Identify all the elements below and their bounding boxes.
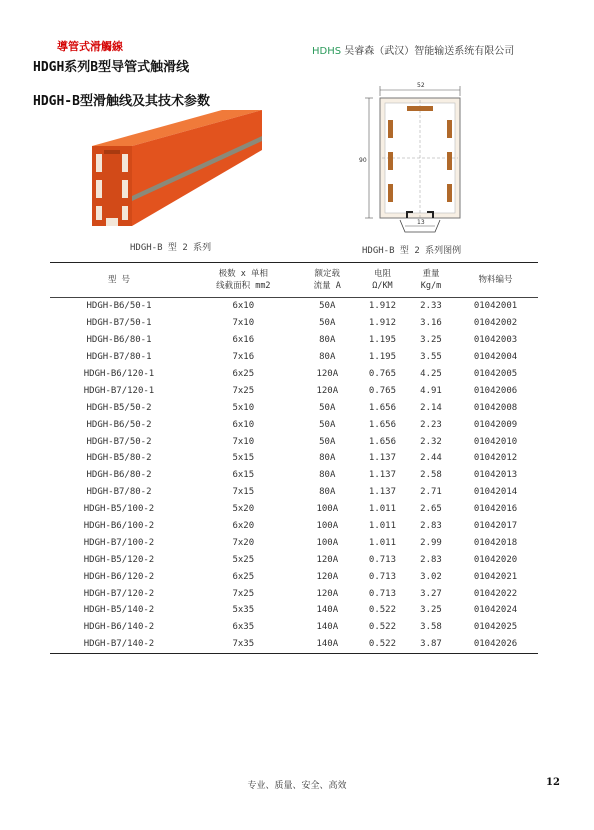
table-cell: 2.23 <box>420 419 442 430</box>
table-cell: 1.011 <box>368 504 396 515</box>
table-row <box>50 568 538 585</box>
table-cell: 1.011 <box>368 521 396 532</box>
table-cell: 6x15 <box>232 470 255 481</box>
table-cell: 1.656 <box>368 436 396 447</box>
table-row <box>50 551 538 568</box>
table-row <box>50 399 538 416</box>
table-cell: 2.71 <box>420 487 442 498</box>
page-number: 12 <box>546 777 560 788</box>
table-cell: 01042018 <box>473 537 518 548</box>
table-cell: 01042006 <box>473 385 518 396</box>
table-cell: 6x35 <box>232 622 255 633</box>
table-cell: 7x15 <box>232 487 255 498</box>
table-cell: 4.25 <box>420 369 442 379</box>
table-row <box>50 534 538 551</box>
table-row <box>50 501 538 518</box>
table-cell: 80A <box>319 335 336 346</box>
table-cell: 0.522 <box>356 636 409 653</box>
table-row <box>50 416 538 433</box>
table-cell: 01042022 <box>473 588 518 599</box>
column-header <box>188 263 299 298</box>
table-cell: 3.58 <box>420 622 442 633</box>
table-cell: HDGH-B5/100-2 <box>83 504 155 515</box>
table-cell: 6x20 <box>232 521 255 532</box>
table-cell: 01042005 <box>473 369 518 379</box>
table-cell: HDGH-B6/120-1 <box>83 369 155 379</box>
table-row <box>50 450 538 467</box>
table-cell: 0.522 <box>368 622 396 633</box>
table-cell: 7x25 <box>232 588 255 599</box>
table-cell: 120A <box>316 588 339 599</box>
table-cell: 5x10 <box>232 402 255 413</box>
table-cell: 140A <box>316 622 339 633</box>
column-header <box>50 263 188 298</box>
table-cell: 3.25 <box>420 335 442 346</box>
column-header-line2: Ω/KM <box>372 281 393 291</box>
table-cell: 50A <box>319 436 336 447</box>
column-header-line1: 物料编号 <box>478 275 513 285</box>
table-cell: HDGH-B7/120-1 <box>83 385 155 396</box>
table-cell: HDGH-B7/80-2 <box>86 487 152 498</box>
table-cell: 01042001 <box>473 301 518 312</box>
table-cell: 80A <box>319 352 336 363</box>
table-cell: 01042009 <box>473 419 518 430</box>
table-cell: 100A <box>316 537 339 548</box>
table-cell: 100A <box>316 504 339 515</box>
table-cell: 0.713 <box>368 554 396 565</box>
column-header-line1: 重量 <box>422 269 440 279</box>
table-cell: HDGH-B7/140-2 <box>50 636 188 653</box>
table-cell: HDGH-B6/80-1 <box>86 335 152 346</box>
table-cell: HDGH-B6/80-2 <box>86 470 152 481</box>
column-header-line1: 电阻 <box>373 269 391 279</box>
table-cell: 01042008 <box>473 402 518 413</box>
table-cell: HDGH-B7/50-1 <box>86 318 152 329</box>
table-cell: 1.912 <box>368 301 396 312</box>
table-cell: HDGH-B6/50-1 <box>86 301 152 312</box>
table-cell: 01042004 <box>473 352 518 363</box>
table-cell: 01042024 <box>473 605 518 616</box>
table-cell: HDGH-B6/120-2 <box>83 571 155 582</box>
table-cell: 120A <box>316 571 339 582</box>
table-cell: 2.99 <box>420 537 442 548</box>
table-row <box>50 636 538 653</box>
table-cell: 140A <box>316 605 339 616</box>
table-cell: 80A <box>319 470 336 481</box>
table-cell: 7x20 <box>232 537 255 548</box>
table-cell: 01042025 <box>473 622 518 633</box>
table-cell: 6x10 <box>232 301 255 312</box>
dim-height-label: 90 <box>359 157 367 164</box>
table-cell: HDGH-B7/120-2 <box>83 588 155 599</box>
table-cell: 01042014 <box>473 487 518 498</box>
brand-logo-text: 導管式滑觸線 <box>57 40 123 53</box>
table-cell: 3.27 <box>420 588 442 599</box>
table-cell: 01042016 <box>473 504 518 515</box>
table-cell: 1.195 <box>368 335 396 346</box>
table-cell: 7x25 <box>232 385 255 396</box>
table-row <box>50 315 538 332</box>
table-cell: HDGH-B7/50-2 <box>86 436 152 447</box>
table-cell: 1.137 <box>368 487 396 498</box>
table-cell: HDGH-B5/140-2 <box>83 605 155 616</box>
table-cell: 01042020 <box>473 554 518 565</box>
table-cell: 4.91 <box>420 385 442 396</box>
table-cell: 120A <box>316 369 339 379</box>
table-cell: 2.83 <box>420 554 442 565</box>
table-cell: 0.713 <box>368 588 396 599</box>
table-row <box>50 619 538 636</box>
table-cell: 01042017 <box>473 521 518 532</box>
table-cell: 01042013 <box>473 470 518 481</box>
table-header-row <box>50 263 538 298</box>
table-cell: 1.656 <box>368 419 396 430</box>
table-cell: 6x25 <box>232 571 255 582</box>
table-cell: 01042012 <box>473 453 518 464</box>
table-cell: 1.137 <box>368 453 396 464</box>
cross-section-drawing <box>355 80 480 240</box>
table-cell: 6x25 <box>232 369 255 379</box>
table-cell: 5x35 <box>232 605 255 616</box>
table-cell: 50A <box>319 419 336 430</box>
table-cell: 100A <box>316 521 339 532</box>
table-cell: 2.58 <box>420 470 442 481</box>
table-cell: HDGH-B6/100-2 <box>83 521 155 532</box>
table-cell: 120A <box>316 385 339 396</box>
table-cell: 3.87 <box>409 636 453 653</box>
drawing-caption: HDGH-B 型 2 系列图例 <box>362 246 462 256</box>
table-cell: 2.32 <box>420 436 442 447</box>
column-header-line1: 型 号 <box>107 275 131 285</box>
column-header-line2: 流量 A <box>313 281 341 291</box>
table-cell: 3.25 <box>420 605 442 616</box>
section-title: HDGH-B型滑触线及其技术参数 <box>33 94 210 109</box>
column-header <box>356 263 409 298</box>
table-cell: 01042026 <box>453 636 538 653</box>
table-row <box>50 518 538 535</box>
company-code: HDHS <box>312 46 342 57</box>
table-row <box>50 467 538 484</box>
column-header-line2: 线截面积 mm2 <box>216 281 271 291</box>
table-row <box>50 332 538 349</box>
table-cell: 1.656 <box>368 402 396 413</box>
table-cell: 5x25 <box>232 554 255 565</box>
table-cell: 01042003 <box>473 335 518 346</box>
spec-table <box>50 262 538 654</box>
column-header-line1: 额定载 <box>314 269 341 279</box>
table-body <box>50 298 538 654</box>
table-row <box>50 366 538 383</box>
table-cell: HDGH-B6/140-2 <box>83 622 155 633</box>
table-cell: 7x10 <box>232 318 255 329</box>
table-cell: 2.44 <box>420 453 442 464</box>
footer-slogan: 专业、质量、安全、高效 <box>247 781 347 791</box>
table-cell: 50A <box>319 402 336 413</box>
table-cell: 7x16 <box>232 352 255 363</box>
column-header <box>299 263 356 298</box>
table-cell: 01042010 <box>473 436 518 447</box>
rail-photo <box>62 108 272 236</box>
photo-caption: HDGH-B 型 2 系列 <box>130 243 212 253</box>
table-cell: 1.137 <box>368 470 396 481</box>
dim-slot-label: 13 <box>417 219 425 226</box>
table-cell: 1.195 <box>368 352 396 363</box>
company-name: 吴睿森（武汉）智能输送系统有限公司 <box>344 46 515 57</box>
table-cell: 5x20 <box>232 504 255 515</box>
table-cell: 0.765 <box>368 369 396 379</box>
table-row <box>50 433 538 450</box>
table-row <box>50 484 538 501</box>
table-cell: 2.14 <box>420 402 442 413</box>
table-row <box>50 349 538 366</box>
dim-width-label: 52 <box>417 82 425 89</box>
table-cell: 2.83 <box>420 521 442 532</box>
table-row <box>50 382 538 399</box>
page-title: HDGH系列B型导管式触滑线 <box>33 60 190 75</box>
column-header-line1: 极数 x 单相 <box>218 269 268 279</box>
table-cell: 80A <box>319 487 336 498</box>
table-cell: 140A <box>299 636 356 653</box>
table-cell: HDGH-B5/50-2 <box>86 402 152 413</box>
column-header <box>453 263 538 298</box>
table-cell: 80A <box>319 453 336 464</box>
table-cell: 6x16 <box>232 335 255 346</box>
table-cell: HDGH-B7/100-2 <box>83 537 155 548</box>
table-cell: 2.33 <box>420 301 442 312</box>
table-cell: 0.522 <box>368 605 396 616</box>
table-row <box>50 298 538 315</box>
table-cell: 0.765 <box>368 385 396 396</box>
table-cell: 3.02 <box>420 571 442 582</box>
table-cell: 3.16 <box>420 318 442 329</box>
table-cell: 5x15 <box>232 453 255 464</box>
table-cell: HDGH-B7/80-1 <box>86 352 152 363</box>
table-cell: 50A <box>319 318 336 329</box>
table-cell: 7x10 <box>232 436 255 447</box>
table-cell: 0.713 <box>368 571 396 582</box>
table-cell: 120A <box>316 554 339 565</box>
table-cell: HDGH-B5/120-2 <box>83 554 155 565</box>
table-cell: 1.912 <box>368 318 396 329</box>
table-cell: 1.011 <box>368 537 396 548</box>
table-cell: 7x35 <box>188 636 299 653</box>
table-cell: HDGH-B5/80-2 <box>86 453 152 464</box>
company-header <box>312 42 514 57</box>
column-header-line2: Kg/m <box>420 281 442 291</box>
column-header <box>409 263 453 298</box>
table-row <box>50 585 538 602</box>
table-cell: 2.65 <box>420 504 442 515</box>
table-cell: 01042002 <box>473 318 518 329</box>
table-cell: 50A <box>319 301 336 312</box>
table-row <box>50 602 538 619</box>
table-cell: 3.55 <box>420 352 442 363</box>
table-cell: 6x10 <box>232 419 255 430</box>
table-cell: 01042021 <box>473 571 518 582</box>
table-cell: HDGH-B6/50-2 <box>86 419 152 430</box>
